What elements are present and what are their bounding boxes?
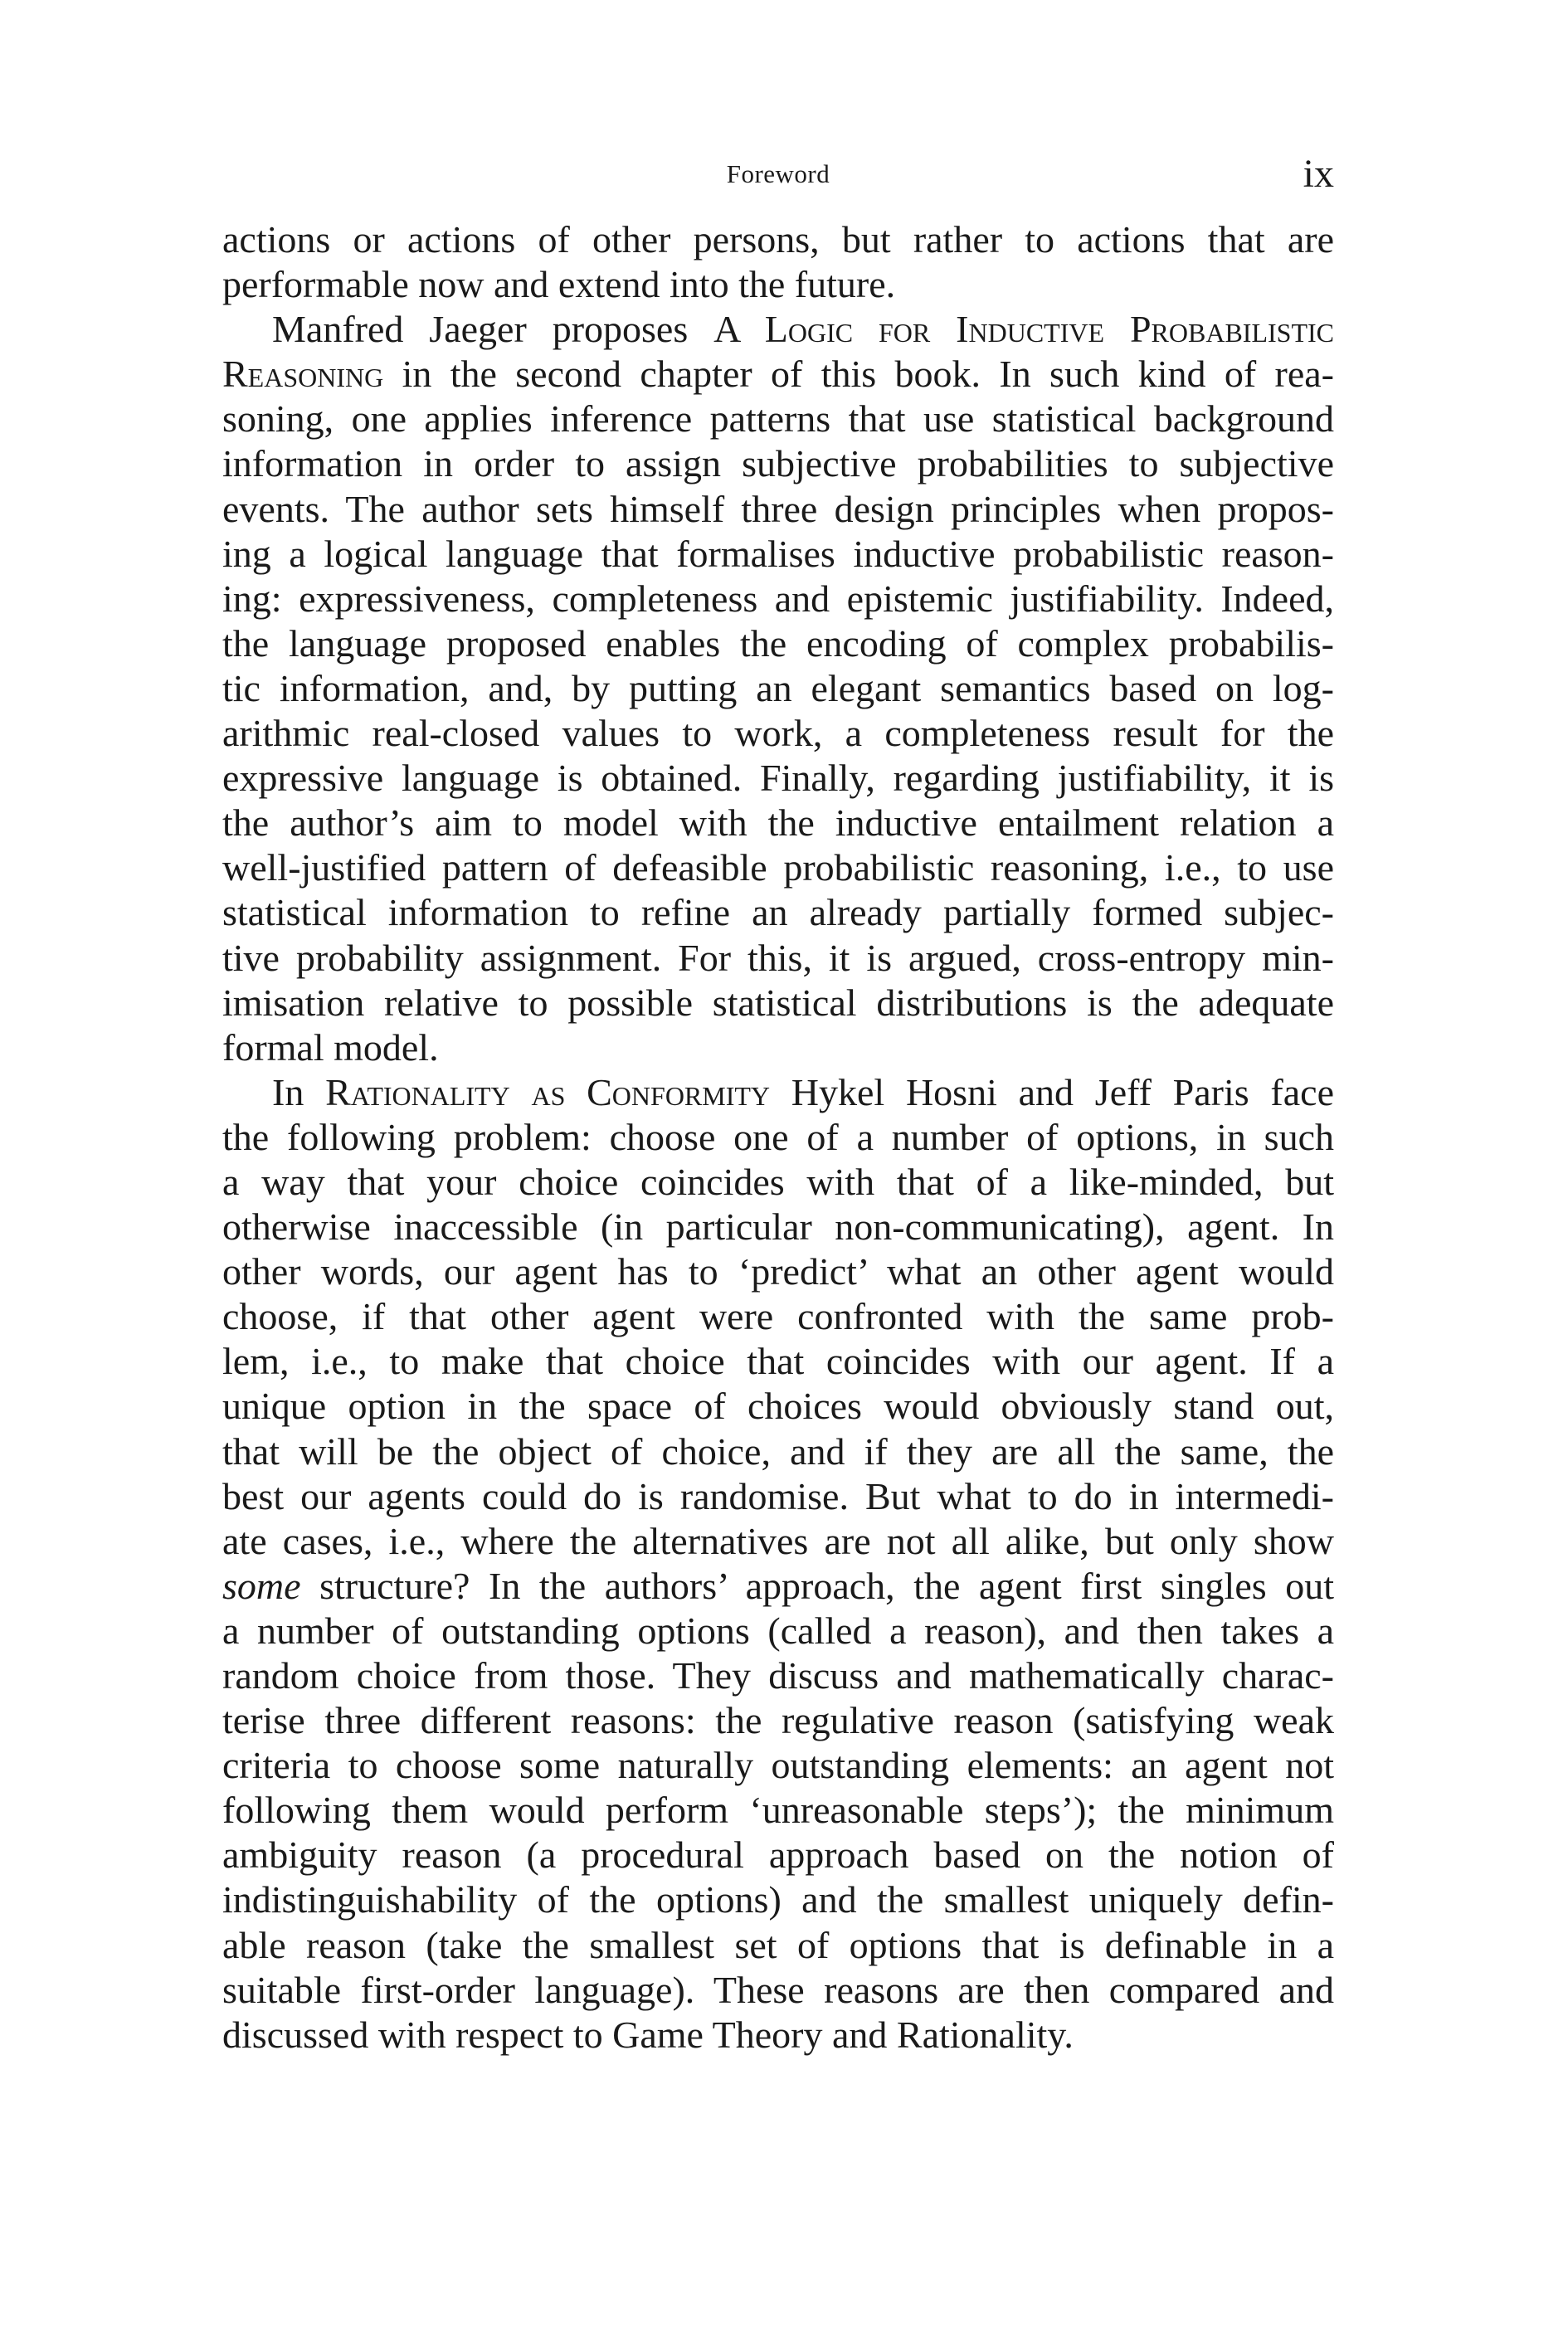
text-line: events. The author sets himself three design principles when propos-	[222, 487, 1334, 530]
text-line: criteria to choose some naturally outstanding elements: an agent not	[222, 1744, 1334, 1787]
text-line: well-justified pattern of defeasible probabilistic reasoning, i.e., to use	[222, 846, 1334, 889]
text-line: ambiguity reason (a procedural approach based on the notion of	[222, 1833, 1334, 1877]
text-line: imisation relative to possible statistical distributions is the adequate	[222, 981, 1334, 1024]
text-line: following them would perform ‘unreasonable steps’); the minimum	[222, 1789, 1334, 1832]
text-line: the following problem: choose one of a number of options, in such	[222, 1115, 1334, 1158]
page-number: ix	[1303, 152, 1334, 196]
text-line: arithmic real-closed values to work, a completeness result for the	[222, 712, 1334, 755]
text-line: performable now and extend into the future.	[222, 263, 896, 306]
chapter-title-ref: Reasoning	[222, 353, 384, 396]
text-line: able reason (take the smallest set of options that is definable in a	[222, 1923, 1334, 1966]
text-line: soning, one applies inference patterns that use statistical background	[222, 397, 1334, 441]
text-line: statistical information to refine an already partially formed subjec-	[222, 891, 1334, 934]
emphasis: some	[222, 1564, 301, 1607]
inline-text: in the second chapter of this book. In such kind of rea-	[383, 353, 1334, 396]
text-line: formal model.	[222, 1025, 439, 1069]
text-line: actions or actions of other persons, but rather to actions that are	[222, 218, 1334, 261]
text-line	[222, 352, 1334, 397]
text-line: expressive language is obtained. Finally, regarding justifiability, it is	[222, 757, 1334, 800]
running-title: Foreword	[726, 159, 830, 188]
running-head	[222, 154, 1334, 204]
text-line: the language proposed enables the encoding of complex probabilis-	[222, 621, 1334, 665]
text-line	[222, 1070, 1334, 1115]
text-line: a way that your choice coincides with that of a like-minded, but	[222, 1160, 1334, 1203]
text-line: unique option in the space of choices would obviously stand out,	[222, 1385, 1334, 1428]
inline-text: Manfred Jaeger proposes	[272, 308, 714, 351]
text-line: choose, if that other agent were confronted with the same prob-	[222, 1295, 1334, 1338]
text-line: information in order to assign subjective probabilities to subjective	[222, 442, 1334, 485]
body-text	[222, 217, 1334, 2057]
inline-text: Hykel Hosni and Jeff Paris face	[770, 1070, 1334, 1113]
inline-text: structure? In the authors’ approach, the agent first singles out	[300, 1564, 1334, 1607]
text-line: the author’s aim to model with the inductive entailment relation a	[222, 801, 1334, 845]
text-line: tic information, and, by putting an elegant semantics based on log-	[222, 666, 1334, 709]
text-line: a number of outstanding options (called a reason), and then takes a	[222, 1609, 1334, 1652]
text-line: ing: expressiveness, completeness and epistemic justifiability. Indeed,	[222, 577, 1334, 620]
text-line	[222, 1564, 1334, 1609]
text-line: discussed with respect to Game Theory and Rationality.	[222, 2013, 1074, 2056]
text-line: that will be the object of choice, and if they are all the same, the	[222, 1429, 1334, 1473]
text-line: suitable first-order language). These reasons are then compared and	[222, 1968, 1334, 2011]
text-line	[222, 307, 1334, 352]
chapter-title-ref: Rationality as Conformity	[325, 1070, 771, 1113]
text-line: otherwise inaccessible (in particular non-communicating), agent. In	[222, 1205, 1334, 1249]
text-line: random choice from those. They discuss and mathematically charac-	[222, 1654, 1334, 1697]
text-line: lem, i.e., to make that choice that coincides with our agent. If a	[222, 1340, 1334, 1383]
text-line: best our agents could do is randomise. But what to do in intermedi-	[222, 1474, 1334, 1517]
text-line: ate cases, i.e., where the alternatives are not all alike, but only show	[222, 1519, 1334, 1562]
text-line: other words, our agent has to ‘predict’ what an other agent would	[222, 1250, 1334, 1293]
text-line: terise three different reasons: the regulative reason (satisfying weak	[222, 1699, 1334, 1742]
text-line: indistinguishability of the options) and the smallest uniquely defin-	[222, 1878, 1334, 1921]
text-line: tive probability assignment. For this, it is argued, cross-entropy min-	[222, 936, 1334, 979]
inline-text: In	[272, 1070, 326, 1113]
chapter-title-ref: A Logic for Inductive Probabilistic	[713, 308, 1334, 351]
text-line: ing a logical language that formalises inductive probabilistic reason-	[222, 532, 1334, 575]
